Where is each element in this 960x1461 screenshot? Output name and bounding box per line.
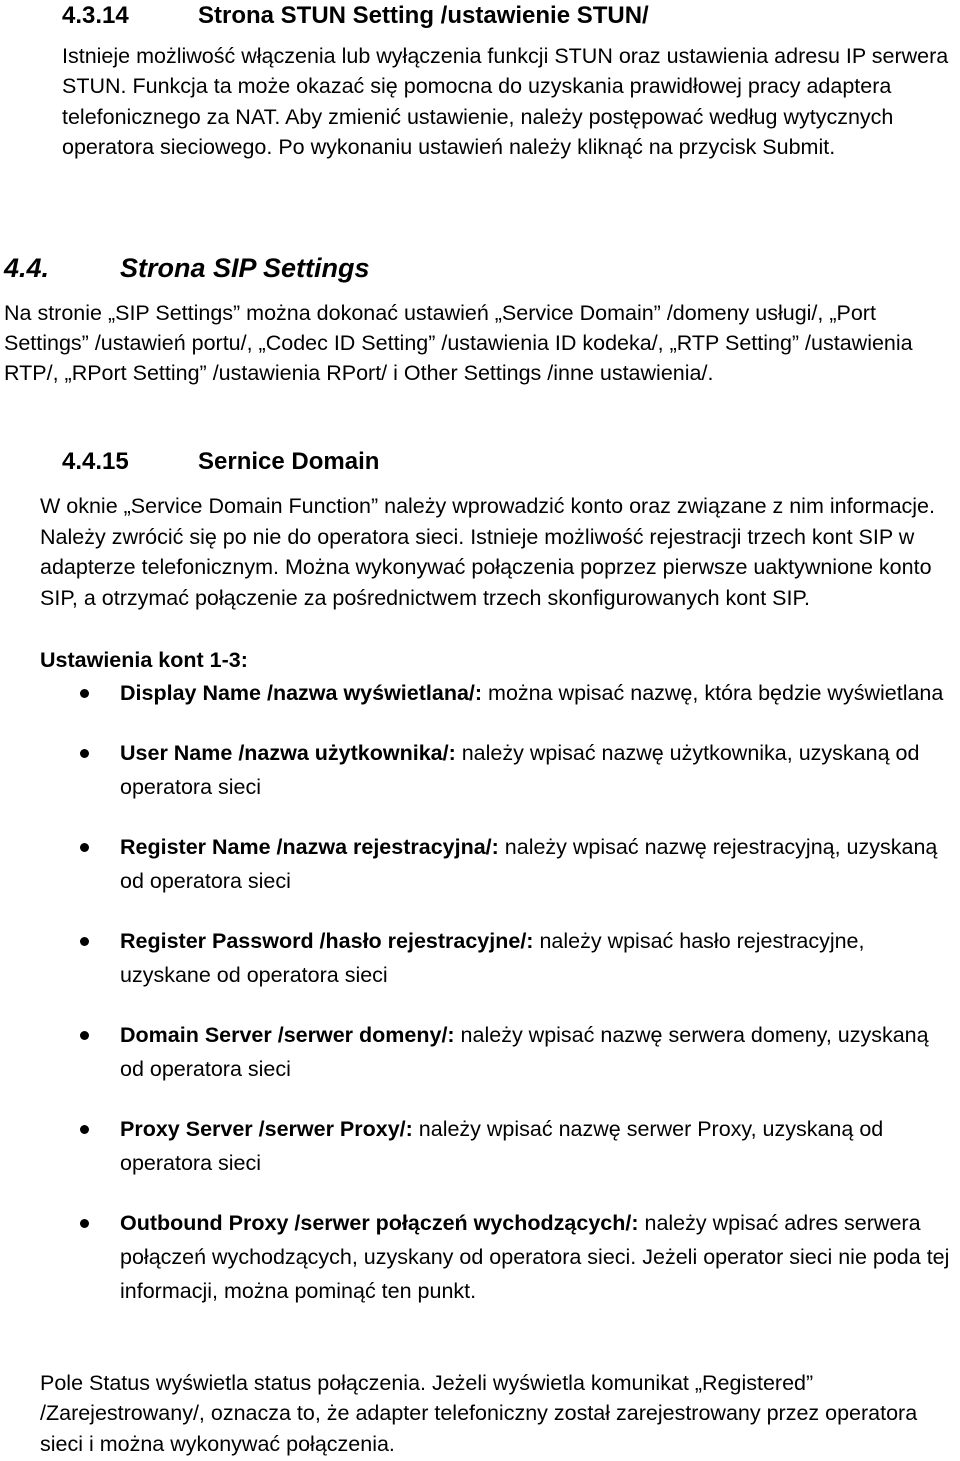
section-number: 4.4.15 — [62, 448, 129, 475]
section-heading-sip — [4, 252, 370, 284]
item-desc: należy wpisać nazwę serwera domeny, uzyskaną od operatora sieci — [120, 1023, 929, 1081]
section-heading-stun — [62, 2, 649, 30]
list-item — [40, 1112, 958, 1180]
section-title: Sernice Domain — [198, 448, 380, 475]
paragraph-stun: Istnieje możliwość włączenia lub wyłączenia funkcji STUN oraz ustawienia adresu IP serwera STUN. Funkcja ta może okazać się pomocna do uzyskania prawidłowej pracy adaptera telefonicznego za NAT. Aby zmienić ustawienie, należy postępować według wytycznych operatora sieciowego. Po wykonaniu ustawień należy kliknąć na przycisk Submit. — [62, 44, 949, 160]
bullet-icon — [80, 1219, 89, 1228]
bullet-icon — [80, 1125, 89, 1134]
item-term: Domain Server /serwer domeny/: — [120, 1023, 455, 1047]
settings-list — [40, 676, 958, 1308]
list-item — [40, 830, 958, 898]
item-desc: należy wpisać nazwę użytkownika, uzyskaną od operatora sieci — [120, 741, 920, 799]
item-desc: należy wpisać nazwę serwer Proxy, uzyskaną od operatora sieci — [120, 1117, 884, 1175]
item-term: Register Password /hasło rejestracyjne/: — [120, 929, 534, 953]
item-desc: należy wpisać hasło rejestracyjne, uzyskane od operatora sieci — [120, 929, 865, 987]
bullet-icon — [80, 843, 89, 852]
paragraph-status: Pole Status wyświetla status połączenia. Jeżeli wyświetla komunikat „Registered” /Zarejestrowany/, oznacza to, że adapter telefoniczny został zarejestrowany przez operatora sieci i można wykonywać połączenia. — [40, 1371, 918, 1456]
list-item — [40, 676, 958, 710]
bullet-icon — [80, 689, 89, 698]
bullet-icon — [80, 749, 89, 758]
list-item — [40, 736, 958, 804]
bullet-icon — [80, 1031, 89, 1040]
section-number: 4.3.14 — [62, 2, 129, 29]
section-number: 4.4. — [4, 253, 50, 283]
item-desc: można wpisać nazwę, która będzie wyświetlana — [482, 681, 944, 705]
item-term: Outbound Proxy /serwer połączeń wychodzących/: — [120, 1211, 639, 1235]
paragraph-domain: W oknie „Service Domain Function” należy wprowadzić konto oraz związane z nim informacje. Należy zwrócić się po nie do operatora sieci. Istnieje możliwość rejestracji trzech kont SIP w adapterze telefonicznym. Można wykonywać połączenia poprzez pierwsze uaktywnione konto SIP, a otrzymać połączenie za pośrednictwem trzech skonfigurowanych kont SIP. — [40, 494, 935, 610]
list-item — [40, 924, 958, 992]
paragraph-sip: Na stronie „SIP Settings” można dokonać ustawień „Service Domain” /domeny usługi/, „Port Settings” /ustawień portu/, „Codec ID Setting” /ustawienia ID kodeka/, „RTP Setting” /ustawienia RTP/, „RPort Setting” /ustawienia RPort/ i Other Settings /inne ustawienia/. — [4, 301, 913, 386]
settings-subtitle: Ustawienia kont 1-3: — [40, 648, 248, 672]
item-term: Proxy Server /serwer Proxy/: — [120, 1117, 413, 1141]
item-term: Display Name /nazwa wyświetlana/: — [120, 681, 483, 705]
item-desc: należy wpisać adres serwera połączeń wychodzących, uzyskany od operatora sieci. Jeżeli operator sieci nie poda tej informacji, można pominąć ten punkt. — [120, 1211, 950, 1303]
section-title: Strona STUN Setting /ustawienie STUN/ — [198, 2, 649, 29]
bullet-icon — [80, 937, 89, 946]
section-heading-domain — [62, 447, 379, 477]
section-title: Strona SIP Settings — [120, 253, 370, 283]
list-item — [40, 1018, 958, 1086]
item-desc: należy wpisać nazwę rejestracyjną, uzyskaną od operatora sieci — [120, 835, 938, 893]
item-term: User Name /nazwa użytkownika/: — [120, 741, 456, 765]
item-term: Register Name /nazwa rejestracyjna/: — [120, 835, 499, 859]
list-item — [40, 1206, 958, 1308]
